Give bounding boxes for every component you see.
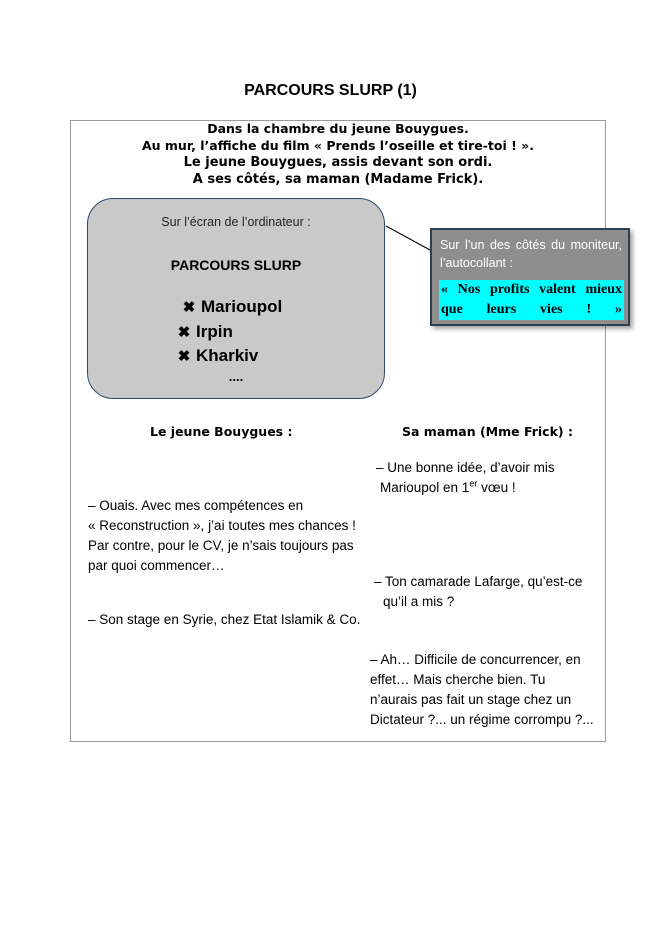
dialogue-fragment: Marioupol en 1 (380, 480, 470, 495)
screen-heading: PARCOURS SLURP (170, 257, 302, 273)
sticker-intro: Sur l’un des côtés du moniteur, l’autocollant : (440, 238, 622, 270)
dialogue-line: – Ah… Difficile de concurrencer, en (370, 652, 581, 667)
city-name: Kharkiv (196, 346, 259, 365)
scene-line-3: Le jeune Bouygues, assis devant son ordi. (183, 155, 493, 170)
dialogue-line: Dictateur ?... un régime corrompu ?... (370, 712, 594, 727)
city-item (176, 344, 282, 369)
city-list (176, 295, 282, 369)
sticker-quote: « Nos profits valent mieux que leurs vies ! » (439, 280, 624, 320)
dialogue-line: – Une bonne idée, d’avoir mis (376, 460, 555, 475)
city-name: Marioupol (201, 297, 283, 316)
ordinal-suffix: er (469, 478, 478, 489)
dialogue-line: par quoi commencer… (88, 558, 225, 573)
page-title: PARCOURS SLURP (1) (244, 82, 417, 99)
dialogue-line: – Ouais. Avec mes compétences en (88, 498, 304, 513)
dialogue-line: « Reconstruction », j’ai toutes mes chances ! (88, 518, 356, 533)
dialogue-line: – Ton camarade Lafarge, qu’est-ce (374, 574, 583, 589)
city-name: Irpin (196, 321, 233, 341)
column-heading-bouygues: Le jeune Bouygues : (150, 424, 293, 439)
scene-description (70, 120, 606, 188)
scene-line-2: Au mur, l’affiche du film « Prends l’oseille et tire-toi ! ». (141, 138, 534, 153)
dialogue-line (376, 478, 555, 498)
frick-line-1 (376, 458, 555, 498)
cross-icon: ✖ (177, 348, 191, 365)
dialogue-line: – Son stage en Syrie, chez Etat Islamik & Co. (88, 612, 361, 627)
frick-line-2 (374, 572, 582, 612)
bouygues-reply-2 (88, 610, 360, 630)
screen-intro: Sur l’écran de l’ordinateur : (161, 215, 311, 229)
city-item (176, 320, 282, 345)
frick-line-3 (370, 650, 594, 730)
dialogue-line: qu’il a mis ? (383, 594, 455, 609)
cross-icon: ✖ (177, 323, 191, 341)
cross-icon: ✖ (182, 299, 196, 316)
dialogue-line: n’aurais pas fait un stage chez un (370, 692, 572, 707)
scene-line-1: Dans la chambre du jeune Bouygues. (207, 121, 469, 136)
bouygues-reply-1 (88, 496, 356, 576)
column-heading-frick: Sa maman (Mme Frick) : (402, 424, 573, 439)
dialogue-fragment: vœu ! (477, 480, 516, 495)
screen-ellipsis: .... (228, 369, 244, 384)
dialogue-line: effet… Mais cherche bien. Tu (370, 672, 546, 687)
scene-line-4: A ses côtés, sa maman (Madame Frick). (192, 172, 484, 187)
sticker-callout (430, 228, 630, 326)
computer-screen-box (87, 198, 385, 399)
dialogue-line: Par contre, pour le CV, je n’sais toujours pas (88, 538, 354, 553)
city-item (181, 295, 282, 320)
